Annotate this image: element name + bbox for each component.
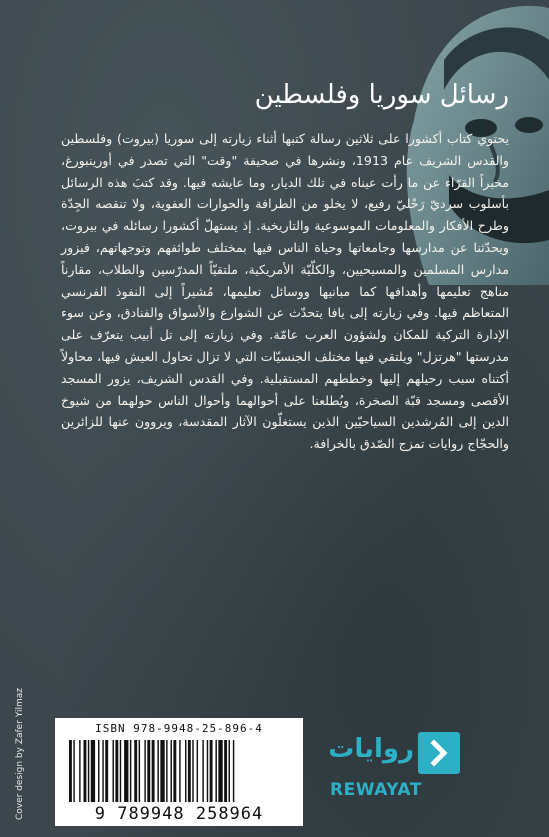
barcode-bar: [185, 740, 186, 802]
barcode-bar: [115, 740, 118, 802]
book-title: رسائل سوريا وفلسطين: [254, 80, 509, 110]
barcode-bar: [207, 740, 208, 802]
barcode-bar: [166, 740, 167, 802]
barcode-bar: [224, 740, 227, 802]
barcode-bar: [102, 740, 103, 802]
barcode-bar: [105, 740, 108, 802]
barcode-bars: [69, 740, 291, 802]
barcode-bar: [171, 740, 172, 802]
barcode-bar: [120, 740, 121, 802]
barcode-number: 9 789948 258964: [94, 804, 264, 824]
barcode-bar: [139, 740, 140, 802]
barcode-bar: [91, 740, 95, 802]
barcode-bar: [215, 740, 216, 802]
barcode-bar: [229, 740, 230, 802]
barcode-bar: [124, 740, 128, 802]
cover-credit: Cover design by Zafer Yilmaz: [15, 688, 25, 820]
barcode-bar: [173, 740, 176, 802]
publisher-logo: [318, 722, 508, 812]
barcode-bar: [179, 740, 180, 802]
barcode-bar: [88, 740, 89, 802]
barcode-bar: [197, 740, 198, 802]
barcode-bar: [144, 740, 145, 802]
barcode-bar: [134, 740, 137, 802]
barcode-bar: [69, 740, 72, 802]
barcode-bar: [218, 740, 222, 802]
description-paragraph: يحتوي كتاب أكشورا على ثلاثين رسالة كتبها أثناء زيارته إلى سوريا (بيروت) وفلسطين والقدس الشريف عام 1913، ونشرها في صحيفة "وقت" التي تصدر في أورينبورغ، مخبراً القرّاء عن ما رأت عيناه في تلك الديار، وما عايشه فيها. وقد كتبَ هذه الرسائل بأسلوب سرديّ رَحْليّ رفيع، لا يخلو من الطرافة والحوارات العفوية، ولا تنقصه الجِدّة وطرح الأفكار والمعلومات الموسوعية والتاريخية. إذ يستهلّ أكشورا رسائله في بيروت، ويحدّثنا عن مدارسها وجامعاتها وحياة الناس فيها بمختلف طوائفهم وتوجهاتهم، فيزور مدارس المسلمين والمسيحيين، والكلّيّة الأمريكية، ملتقيّاً المدرّسين والطلاب، مقارناً مناهج تعليمها وأهدافها كما مبانيها ووسائل تعليمها، مُشيراً إلى النفوذ الفرنسي المتعاظم فيها. وفي زيارته إلى يافا يتحدّث عن الشوارع والأسواق والفنادق، وعن سوء الإدارة التركية للمكان ولشؤون العرب عامّة. وفي زيارته إلى تل أبيب يتعرّف على مدرستها "هرتزل" ويلتقي فيها مختلف الجنسيّات التي لا تزال تحاول العيش فيها، محاولاً أكتناه سبب رحيلهم إليها وخططهم المستقبلية. وفي القدس الشريف، يزور المسجد الأقصى ومسجد قبّة الصخرة، ويُطلعنا على أحوالهما وأحوال الناس حولهما من شيوخ الدين إلى المُرشدين السياحيّين الذين يستغلّون الآثار المقدسة، ويروون عنها للزائرين والحجّاج روايات تمزج الصّدق بالخرافة.: [61, 131, 509, 452]
isbn-label: ISBN 978-9948-25-896-4: [95, 722, 263, 735]
barcode-bar: [152, 740, 155, 802]
barcode-bar: [98, 740, 99, 802]
barcode-bar: [113, 740, 114, 802]
barcode-bar: [188, 740, 191, 802]
barcode-bar: [84, 740, 87, 802]
barcode-bar: [160, 740, 164, 802]
chevron-right-icon: [418, 732, 460, 774]
cover-credit-container: [11, 645, 27, 820]
barcode-bar: [147, 740, 150, 802]
isbn-barcode: [55, 718, 303, 826]
barcode-bar: [130, 740, 131, 802]
publisher-name-arabic: روايات: [328, 734, 414, 764]
barcode-bar: [73, 740, 74, 802]
barcode-bar: [210, 740, 213, 802]
book-description: [61, 128, 509, 455]
barcode-bar: [192, 740, 193, 802]
barcode-bar: [233, 740, 234, 802]
publisher-name-english: REWAYAT: [330, 780, 422, 800]
barcode-bar: [157, 740, 158, 802]
barcode-bar: [202, 740, 203, 802]
barcode-bar: [79, 740, 80, 802]
